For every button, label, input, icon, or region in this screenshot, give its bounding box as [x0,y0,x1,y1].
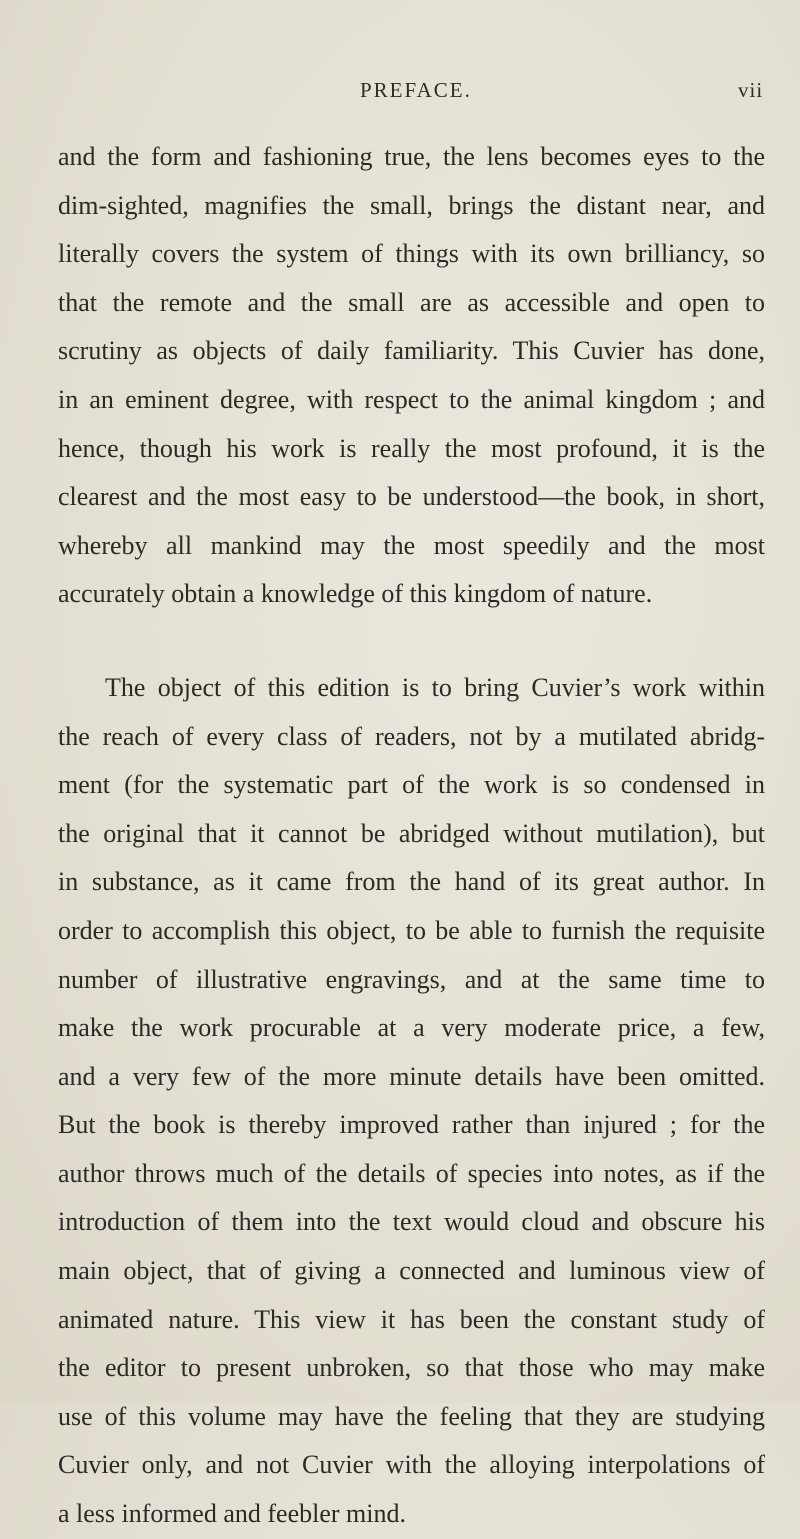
text-line: accurately obtain a knowledge of this kingdom of nature. [58,579,653,609]
text-line: ment (for the systematic part of the work is so condensed in [58,770,765,800]
text-line: whereby all mankind may the most speedily and the most [58,530,765,560]
text-line: the reach of every class of readers, not by a mutilated abridg- [58,721,765,751]
running-title: PREFACE. [360,78,472,102]
text-line: But the book is thereby improved rather than injured ; for the [58,1110,765,1140]
text-line: main object, that of giving a connected and luminous view of [58,1256,765,1286]
paragraph-spacer [58,619,765,664]
text-line: hence, though his work is really the most profound, it is the [58,433,765,463]
text-line: order to accomplish this object, to be able to furnish the requisite [58,915,765,945]
text-line: introduction of them into the text would cloud and obscure his [58,1207,765,1237]
running-head [0,78,800,108]
text-line: author throws much of the details of species into notes, as if the [58,1158,765,1188]
text-line: and the form and fashioning true, the lens becomes eyes to the [58,142,765,171]
text-line: make the work procurable at a very moderate price, a few, [58,1013,765,1043]
text-line: dim-sighted, magnifies the small, brings the distant near, and [58,190,765,220]
text-line: The object of this edition is to bring Cuvier’s work within [105,672,765,702]
text-line: in substance, as it came from the hand of its great author. In [58,867,765,897]
text-line: that the remote and the small are as accessible and open to [58,287,765,317]
text-line: number of illustrative engravings, and at the same time to [58,964,765,994]
text-line: and a very few of the more minute details have been omitted. [58,1061,765,1091]
page-number: vii [738,78,764,102]
paragraph-1 [58,133,765,619]
body-text [58,133,765,1539]
text-line: literally covers the system of things with its own brilliancy, so [58,239,765,269]
text-line: animated nature. This view it has been the constant study of [58,1304,765,1334]
text-line: use of this volume may have the feeling that they are studying [58,1401,765,1431]
text-line: a less informed and feebler mind. [58,1499,406,1529]
text-line: the original that it cannot be abridged without mutilation), but [58,818,765,848]
text-line: scrutiny as objects of daily familiarity. This Cuvier has done, [58,336,765,366]
text-line: clearest and the most easy to be understood—the book, in short, [58,482,765,512]
paragraph-2 [58,664,765,1539]
text-line: in an eminent degree, with respect to the animal kingdom ; and [58,384,765,414]
text-line: the editor to present unbroken, so that those who may make [58,1353,765,1383]
text-line: Cuvier only, and not Cuvier with the alloying interpolations of [58,1450,765,1480]
